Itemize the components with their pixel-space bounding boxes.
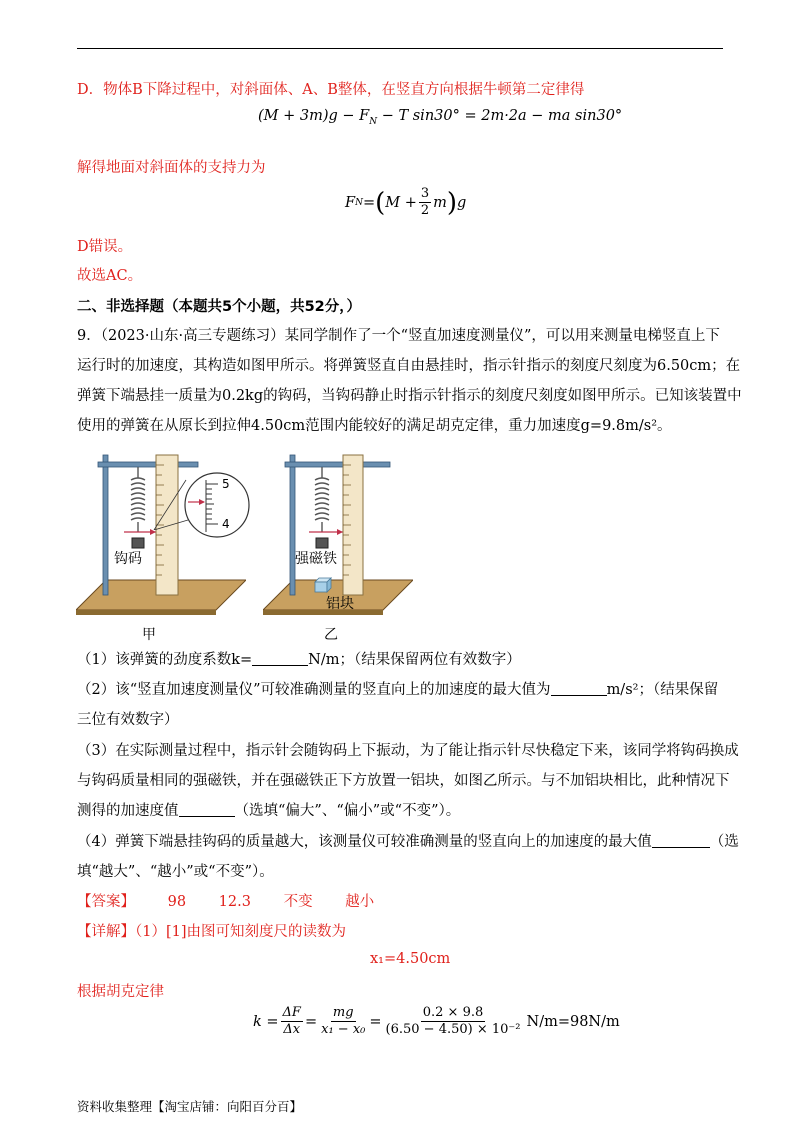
equation-support-force: F N = ( M + $\frac{3}{2}$ m ) g: [345, 186, 467, 218]
label-aluminum: 铝块: [326, 596, 354, 612]
q9-line2: 运行时的加速度，其构造如图甲所示。将弹簧竖直自由悬挂时，指示针指示的刻度尺刻度为6.50cm；在: [77, 358, 741, 374]
sub-question-2-cont: 三位有效数字）: [77, 712, 179, 728]
sub-question-2: （2）该“竖直加速度测量仪”可较准确测量的竖直向上的加速度的最大值为 m/s²；（结果保留: [77, 682, 719, 698]
answer-value: 不变: [283, 894, 313, 910]
blank-4: [652, 833, 710, 848]
equation-hooke: k = $\frac{\Delta F}{\Delta x}$ = $\frac{mg}{\text{x₁ − x₀}}$ = $\frac{0.2 \times 9.8}{\text{(6.50 − 4.50) × 10⁻²}}$ N/m=98N/m: [253, 1005, 620, 1037]
header-rule: [77, 48, 723, 49]
answer-value: 12.3: [218, 894, 251, 910]
label-magnet: 强磁铁: [295, 551, 337, 567]
q9-line3: 弹簧下端悬挂一质量为0.2kg的钩码，当钩码静止时指示针指示的刻度尺刻度如图甲所示。已知该装置中: [77, 388, 742, 404]
answer-row: [77, 892, 402, 912]
answer-value: 98: [167, 894, 187, 910]
equation-newton: $(M + 3m)g - F_N - T$ sin30° = 2m·2a − ma sin30°: [258, 108, 623, 127]
hooke-law-text: 根据胡克定律: [77, 984, 164, 1000]
answer-tag: 【答案】: [77, 894, 135, 910]
sub-question-4-cont: 填“越大”、“越小”或“不变”）。: [77, 864, 274, 880]
x1-reading: x₁=4.50cm: [370, 951, 451, 967]
blank-2: [551, 681, 607, 696]
footer-source: 资料收集整理【淘宝店铺：向阳百分百】: [77, 1099, 303, 1114]
option-d-wrong: D错误。: [77, 239, 133, 255]
caption-yi: 乙: [324, 627, 338, 643]
zoom-connector: [150, 470, 190, 530]
sub-question-1: （1）该弹簧的劲度系数k= N/m；（结果保留两位有效数字）: [77, 652, 521, 668]
q9-line1: 9．（2023·山东·高三专题练习）某同学制作了一个“竖直加速度测量仪”，可以用来测量电梯竖直上下: [77, 328, 720, 344]
option-d-intro: D．物体B下降过程中，对斜面体、A、B整体，在竖直方向根据牛顿第二定律得: [77, 82, 585, 98]
blank-3: [179, 802, 235, 817]
answer-value: 越小: [345, 894, 375, 910]
solve-text: 解得地面对斜面体的支持力为: [77, 160, 266, 176]
detail-tag: 【详解】: [77, 924, 135, 940]
sub-question-3: （3）在实际测量过程中，指示针会随钩码上下振动，为了能让指示针尽快稳定下来，该同学将钩码换成: [77, 743, 739, 759]
q9-line4: 使用的弹簧在从原长到拉伸4.50cm范围内能较好的满足胡克定律，重力加速度g=9.8m/s²。: [77, 418, 672, 434]
caption-jia: 甲: [142, 627, 156, 643]
conclusion: 故选AC。: [77, 268, 143, 284]
section-title: 二、非选择题（本题共5个小题，共52分，）: [77, 299, 362, 315]
sub-question-3-cont: 与钩码质量相同的强磁铁，并在强磁铁正下方放置一铝块，如图乙所示。与不加铝块相比，此种情况下: [77, 773, 730, 789]
sub-question-4: （4）弹簧下端悬挂钩码的质量越大，该测量仪可较准确测量的竖直向上的加速度的最大值 （选: [77, 834, 739, 850]
sub-question-3-blank-line: 测得的加速度值 （选填“偏大”、“偏小”或“不变”）。: [77, 803, 461, 819]
detail-line: 【详解】（1）[1]由图可知刻度尺的读数为: [77, 924, 347, 940]
label-weight: 钩码: [114, 551, 142, 567]
svg-text:4: 4: [222, 517, 230, 531]
zoom-circle: [182, 460, 252, 550]
svg-text:5: 5: [222, 477, 230, 491]
blank-1: [252, 651, 308, 666]
